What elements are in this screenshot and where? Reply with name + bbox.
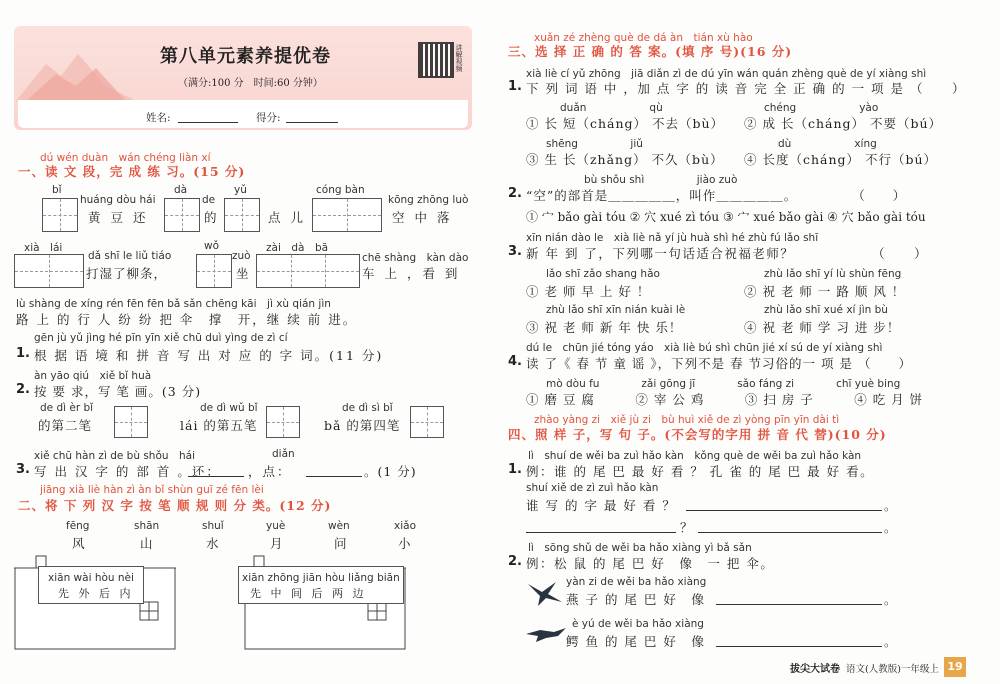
char-feng: 风: [72, 536, 88, 551]
swallow-icon: [526, 580, 564, 608]
s4q1-answer-1[interactable]: [686, 510, 882, 511]
house-1-text: 先 外 后 内: [58, 587, 134, 600]
py-dashi: dǎ shī le liǔ tiáo: [88, 250, 172, 262]
s3q1-optB[interactable]: ② 成 长（cháng） 不要（bú）: [744, 116, 943, 131]
s4q2-number: 2.: [508, 554, 522, 569]
q2-pinyin: àn yāo qiú xiě bǐ huà: [34, 370, 152, 382]
s3q3-optB[interactable]: ② 祝 老 师 一 路 顺 风 ！: [744, 284, 906, 299]
s3q3-number: 3.: [508, 244, 522, 259]
s4q2b-answer[interactable]: [716, 646, 882, 647]
q3-text: 写 出 汉 字 的 部 首 。还：: [34, 464, 221, 479]
page-title: 第八单元素养提优卷: [160, 46, 331, 67]
stroke-box[interactable]: [410, 406, 444, 438]
char-py-wen: wèn: [328, 520, 350, 532]
s4q2b-period: 。: [884, 634, 900, 649]
char-py-xiao: xiǎo: [394, 520, 416, 532]
char-xiao: 小: [398, 536, 414, 551]
qr-code[interactable]: [418, 42, 454, 78]
s3q2-number: 2.: [508, 186, 522, 201]
mountain-illustration: [16, 46, 136, 101]
text-kongzhongluo: 空 中 落: [392, 210, 453, 225]
q2b-text: lái 的第五笔: [180, 418, 258, 433]
s3q1-optA-pinyin: duǎn qù: [560, 102, 663, 114]
s3q3-optA[interactable]: ① 老 师 早 上 好 ！: [526, 284, 651, 299]
score-field[interactable]: [286, 122, 338, 123]
q2a-pinyin: de dì èr bǐ: [40, 402, 94, 414]
q2a-text: 的第二笔: [38, 418, 93, 433]
house-2-text: 先 中 间 后 两 边: [250, 587, 367, 600]
house-1-pinyin: xiān wài hòu nèi: [48, 572, 134, 584]
q2-text: 按 要 求，写 笔 画。(3 分): [34, 384, 202, 399]
s3q4-options-pinyin: mò dòu fu zǎi gōng jī sǎo fáng zi chī yuè bing: [546, 378, 901, 390]
s3q2-text: “空”的部首是＿＿＿＿＿，叫作＿＿＿＿＿。 （ ）: [526, 188, 907, 203]
write-grid[interactable]: [164, 198, 200, 232]
s3q3-optC[interactable]: ③ 祝 老 师 新 年 快 乐！: [526, 320, 683, 335]
text-huangdouhai: 黄 豆 还: [88, 210, 149, 225]
text-dashi: 打湿了柳条，: [86, 266, 168, 281]
score-label: 得分:: [256, 112, 281, 124]
char-py-shui: shuǐ: [202, 520, 224, 532]
py-xialai: xià lái: [24, 242, 63, 254]
q3-pinyin2: diǎn: [272, 448, 295, 460]
s4q1-pinyin2: shuí xiě de zì zuì hǎo kàn: [526, 482, 659, 494]
s4q1-question-mark: ？: [680, 520, 696, 535]
s3-pinyin: xuǎn zé zhèng què de dá àn tián xù hào: [534, 32, 753, 44]
s4q1-number: 1.: [508, 462, 522, 477]
s3q1-optB-pinyin: chéng yào: [764, 102, 879, 114]
name-label: 姓名:: [146, 112, 171, 124]
s3q1-optC[interactable]: ③ 生 长（zhǎng） 不久（bù）: [526, 152, 724, 167]
s3q1-optA[interactable]: ① 长 短（cháng） 不去（bù）: [526, 116, 725, 131]
s4q2a-answer[interactable]: [716, 604, 882, 605]
write-grid[interactable]: [42, 198, 78, 232]
text-zuo: 坐: [236, 266, 252, 281]
q3-pinyin: xiě chū hàn zì de bù shǒu hái: [34, 450, 196, 462]
s3q3-text: 新 年 到 了，下列哪一句话适合祝福老师？ （ ）: [526, 246, 929, 261]
text-cheshang: 车 上 ，看 到: [362, 266, 461, 281]
s3q2-pinyin: bù shǒu shì jiào zuò: [584, 174, 738, 186]
write-grid[interactable]: [224, 198, 260, 232]
q2b-pinyin: de dì wǔ bǐ: [200, 402, 258, 414]
write-grid[interactable]: [14, 254, 84, 288]
s4q1-period-1: 。: [884, 498, 900, 513]
stroke-box[interactable]: [266, 406, 300, 438]
text-dianer: 点 儿: [268, 210, 306, 225]
s3q3-optD-pinyin: zhù lǎo shī xué xí jìn bù: [764, 304, 888, 316]
s3q1-optD[interactable]: ④ 长度（cháng） 不行（bú）: [744, 152, 938, 167]
py-cheshang: chē shàng kàn dào: [362, 252, 469, 264]
footer-brand: 拔尖大试卷: [790, 664, 840, 675]
q3-number: 3.: [16, 462, 30, 477]
q2-number: 2.: [16, 382, 30, 397]
stroke-box[interactable]: [114, 406, 148, 438]
crocodile-icon: [526, 624, 566, 644]
s4q1-period-2: 。: [884, 520, 900, 535]
s4q1-text2: 谁 写 的 字 最 好 看 ？: [526, 498, 677, 513]
s3q4-number: 4.: [508, 354, 522, 369]
text-lushang: 路 上 的 行 人 纷 纷 把 伞 撑 开，继 续 前 进。: [16, 312, 358, 327]
s4q1-pinyin: lì shuí de wěi ba zuì hǎo kàn kǒng què de wěi ba zuì hǎo kàn: [528, 450, 862, 462]
s2-pinyin: jiāng xià liè hàn zì àn bǐ shùn guī zé fēn lèi: [40, 484, 264, 496]
q3-text3: 。(1 分): [364, 464, 417, 479]
py-huangdouhai: huáng dòu hái: [80, 194, 156, 206]
page-subtitle: （满分:100 分 时间:60 分钟）: [178, 78, 323, 89]
s3q4-options[interactable]: ① 磨 豆 腐 ② 宰 公 鸡 ③ 扫 房 子 ④ 吃 月 饼: [526, 392, 924, 407]
q1-text: 根 据 语 境 和 拼 音 写 出 对 应 的 字 词。(11 分): [34, 348, 384, 363]
char-yue: 月: [270, 536, 286, 551]
radical-answer-1[interactable]: [188, 476, 244, 477]
s3q2-options[interactable]: ① 宀 bǎo gài tóu ② 穴 xué zì tóu ③ 宀 xué bǎo gài ④ 穴 bǎo gài tóu: [526, 210, 926, 224]
s3q1-pinyin: xià liè cí yǔ zhōng jiā diǎn zì de dú yīn wán quán zhèng què de yí xiàng shì: [526, 68, 927, 80]
s3q3-optA-pinyin: lǎo shī zǎo shang hǎo: [546, 268, 660, 280]
s3q1-number: 1.: [508, 79, 522, 94]
s4q1-text: 例：谁 的 尾 巴 最 好 看 ？ 孔 雀 的 尾 巴 最 好 看。: [526, 464, 875, 479]
py-zuo: zuò: [232, 250, 251, 262]
char-shui: 水: [206, 536, 222, 551]
qr-caption: 讲解视频: [455, 44, 463, 72]
char-py-yue: yuè: [266, 520, 286, 532]
s4q2a-period: 。: [884, 592, 900, 607]
s2-title: 二、将 下 列 汉 字 按 笔 顺 规 则 分 类。(12 分): [18, 498, 332, 513]
py-lushang: lù shàng de xíng rén fēn fēn bǎ sǎn chēng kāi jì xù qián jìn: [16, 298, 331, 310]
write-grid[interactable]: [196, 254, 232, 288]
s3-title: 三、选 择 正 确 的 答 案。(填 序 号)(16 分): [508, 44, 793, 59]
name-field[interactable]: [178, 122, 238, 123]
q3-text2: ，点：: [248, 464, 292, 479]
py-bi: bǐ: [52, 184, 62, 196]
s4q1-answer-3[interactable]: [698, 532, 882, 533]
s3q1-optC-pinyin: shēng jiǔ: [546, 138, 643, 150]
py-wo: wǒ: [204, 240, 220, 252]
py-kongzhongluo: kōng zhōng luò: [388, 194, 469, 206]
s4-pinyin: zhào yàng zi xiě jù zi bù huì xiě de zì yòng pīn yīn dài tì: [534, 414, 840, 426]
write-grid[interactable]: [312, 198, 382, 232]
s1-title: 一、读 文 段，完 成 练 习。(15 分): [18, 164, 246, 179]
q1-pinyin: gēn jù yǔ jìng hé pīn yīn xiě chū duì yìng de zì cí: [34, 332, 288, 344]
s4q1-answer-2[interactable]: [526, 532, 676, 533]
char-wen: 问: [334, 536, 350, 551]
footer-subject: 语文(人教版)一年级上: [846, 664, 939, 675]
s3q4-pinyin: dú le chūn jié tóng yáo xià liè bú shì chūn jié xí sú de yí xiàng shì: [526, 342, 883, 354]
py-zaidaba: zài dà bā: [266, 242, 329, 254]
header-name-row: [18, 100, 468, 128]
s3q3-optB-pinyin: zhù lǎo shī yí lù shùn fēng: [764, 268, 902, 280]
s3q3-optD[interactable]: ④ 祝 老 师 学 习 进 步！: [744, 320, 901, 335]
char-py-feng: fēng: [66, 520, 90, 532]
s4q2b-pinyin: è yú de wěi ba hǎo xiàng: [572, 618, 704, 630]
q2c-pinyin: de dì sì bǐ: [342, 402, 393, 414]
s1-pinyin: dú wén duàn wán chéng liàn xí: [40, 152, 211, 164]
py-congban: cóng bàn: [316, 184, 365, 196]
house-2-pinyin: xiān zhōng jiān hòu liǎng biān: [242, 572, 400, 584]
s3q1-text: 下 列 词 语 中 ，加 点 字 的 读 音 完 全 正 确 的 一 项 是 （ ）: [526, 81, 966, 96]
char-shan: 山: [140, 536, 156, 551]
s4q2-pinyin: lì sōng shǔ de wěi ba hǎo xiàng yì bǎ sǎn: [528, 542, 752, 554]
page-number: 19: [944, 657, 966, 677]
radical-answer-2[interactable]: [306, 476, 362, 477]
py-yu: yǔ: [234, 184, 247, 196]
s3q3-optC-pinyin: zhù lǎo shī xīn nián kuài lè: [546, 304, 686, 316]
text-de: 的: [204, 210, 220, 225]
py-de: de: [202, 194, 216, 206]
s4-title: 四、照 样 子，写 句 子。(不会写的字用 拼 音 代 替)(10 分): [508, 427, 887, 442]
q1-number: 1.: [16, 346, 30, 361]
q2c-text: bǎ 的第四笔: [324, 418, 401, 433]
s3q4-text: 读 了《 春 节 童 谣 》，下列不是 春 节习俗的一 项 是 （ ）: [526, 356, 912, 371]
s4q2a-text: 燕 子 的 尾 巴 好 像: [566, 592, 706, 607]
py-da: dà: [174, 184, 188, 196]
s3q1-optD-pinyin: dù xíng: [778, 138, 877, 150]
write-grid[interactable]: [256, 254, 360, 288]
char-py-shan: shān: [134, 520, 160, 532]
s4q2a-pinyin: yàn zi de wěi ba hǎo xiàng: [566, 576, 707, 588]
s3q3-pinyin: xīn nián dào le xià liè nǎ yí jù huà shì hé zhù fú lǎo shī: [526, 232, 819, 244]
s4q2b-text: 鳄 鱼 的 尾 巴 好 像: [566, 634, 706, 649]
s4q2-text: 例：松 鼠 的 尾 巴 好 像 一 把 伞。: [526, 556, 775, 571]
